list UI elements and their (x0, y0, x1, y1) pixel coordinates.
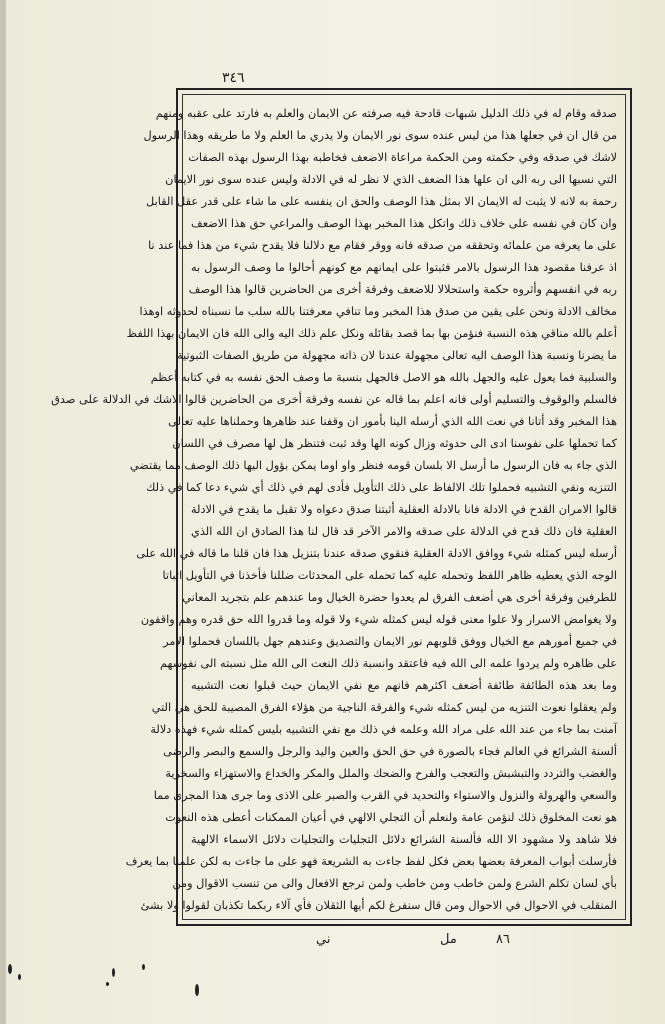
text-line: ربه في انفسهم وأثروه حكمة واستحلالا للاضعف وفرقة أخرى من الحاضرين قالوا هذا الوصف (188, 283, 617, 296)
text-line: على ما يعرفه من علمائه وتحققه من صدقه فانه ووقر فقام مع دلالنا فلا يقدح شيء من هذا فما عند نا (148, 239, 617, 252)
text-line: الذي جاء به فان الرسول ما أرسل الا بلسان قومه فنظر واو اوما يمكن بؤول اليها ذلك الوصف مما يقتضي (129, 459, 617, 472)
text-line: على ظاهره ولم يردوا علمه الى الله فيه فاعتقد وانسبة ذلك النعت الى الله مثل نسبته الى نفوسهم (159, 657, 617, 670)
signature-mark-2: ني (316, 932, 331, 947)
text-block (51, 94, 626, 920)
text-line: ما يضرنا ونسبة هذا الوصف اليه تعالى مجهولة عندنا لان ذاته مجهولة من طريق الصفات الثبوتية (177, 349, 617, 362)
text-line: مخالف الادلة ونحن على يقين من صدق هذا المخبر وما تنافي معرفتنا بالله سلب ما نسبناه لحدوثه اوهذا (139, 305, 617, 318)
text-line: المنقلب في الاحوال في الاحوال ومن قال سنفرغ لكم أيها الثقلان فأي آلاء ربكما تكذبان لقولوا ولا بشئ (140, 899, 617, 912)
text-line: التنزيه ونفي التشبيه فحملوا تلك الالفاظ على ذلك التأويل فأدى لهم في ذلك أي شيء دعا كما في ذلك (146, 481, 617, 494)
text-line: العقلية فان ذلك قدح في الدلالة على صدقه والامر الآخر قد قال لنا هذا الصادق ان الله الذي (191, 525, 617, 538)
text-line: اذ عرفنا مقصود هذا الرسول بالامر فثبتوا على ايمانهم مع كونهم أحالوا ما وصف الرسول به (191, 261, 617, 274)
page-number: ٣٤٦ (222, 70, 245, 86)
text-line: ولا يغوامض الاسرار ولا علوا معنى قوله ليس كمثله شيء ولا قوله وما قدروا الله حق قدره وهم واقفون (140, 613, 617, 626)
text-line: فالسلم والوقوف والتسليم أولى فانه اعلم بما قاله عن نفسه وفرقة أخرى من الحاضرين قالوا الاشك في الدلالة على صدق (51, 393, 617, 406)
text-line: التي نسبها الى ربه الى ان علها هذا الضعف الذي لا نظر له في الادلة وليس عنده سوى نور الايمان (165, 173, 617, 186)
text-line: لاشك في صدقه وفي حكمته ومن الحكمة مراعاة الاضعف فخاطبه بهذا الرسول بهذه الصفات (188, 151, 617, 164)
text-line: صدقه وقام له في ذلك الدليل شبهات قادحة فيه صرفته عن الايمان والعلم به فارتد على عقبه ومنهم (155, 107, 617, 120)
text-line: آمنت بما جاء من عند الله على مراد الله وعلمه في ذلك مع نفي التشبيه بليس كمثله شيء فهذه دلالة (150, 723, 617, 736)
text-line: من قال ان في جعلها هذا من ليس عنده سوى نور الايمان ولا يدري ما العلم ولا ما طريقه وهذا الرسول (143, 129, 617, 142)
text-line: ألسنة الشرائع في العالم فجاء بالصورة في حق الحق والعين واليد والرجل والسمع والبصر والرضى (163, 745, 617, 758)
text-line: رحمة به لانه لا يثبت له الايمان الا بمثل هذا الوصف والحق ان ينفسه على ما شاء على قدر عقل القابل (146, 195, 617, 208)
text-line: فأرسلت أبواب المعرفة بعضها بعض فكل لفظ جاءت به الشريعة فهو على ما جاءت به لكن علمنا بما يعرف (125, 855, 617, 868)
text-line: الوجه الذي يعطيه ظاهر اللفظ وتحمله عليه كما تحمله على المحدثات ضللنا فأخذنا في التأويل اثباتا (162, 569, 617, 582)
text-line: هو نعت المخلوق ذلك لنؤمن عامة ولنعلم أن التجلي الالهي في أعيان الممكنات أعطى هذه النعوت (165, 811, 617, 824)
text-line: أعلم بالله مناقي هذه النسبة فنؤمن بها بما قصد بقائله ونكل علم ذلك اليه والى الله فان الايمان بهذا اللفظ (126, 327, 617, 340)
text-line: والسعي والهرولة والنزول والاستواء والتحديد في القرب والصبر على الاذى وما جرى هذا المجرى مما (153, 789, 617, 802)
text-line: وما بعد هذه الطائفة طائفة أضعف اكثرهم فانهم مع نفي الايمان حيث قبلوا نعت التشبيه (191, 679, 617, 692)
page-gutter-edge (0, 0, 6, 1024)
signature-mark-1: مل (440, 932, 457, 947)
text-line: وان كان في نفسه على خلاف ذلك واتكل هذا المخبر بهذا الوصف والمراعي حق هذا الاضعف (191, 217, 617, 230)
text-line: في جميع أمورهم مع الخيال ووفق قلوبهم نور الايمان والتصديق وعندهم جهل باللسان فحملوا الامر (163, 635, 617, 648)
text-frame (51, 88, 632, 926)
ink-specks (0, 960, 300, 1024)
text-line: قالوا الامران القدح في الادلة فانا بالادلة العقلية أثبتنا صدق دعواه ولا تقبل ما يقدح في الادلة (191, 503, 617, 516)
text-line: أرسله ليس كمثله شيء ووافق الادلة العقلية فنقوي صدقه عندنا بتنزيل هذا فان قلنا ما قاله في الله على (136, 547, 617, 560)
text-line: كما تحملها على نفوسنا ادى الى حدوثه وزال كونه الها وقد ثبت فتنظر هل لها مصرف في اللسان (172, 437, 617, 450)
folio-number: ٨٦ (496, 932, 510, 947)
text-line: والسلبية فما يعول عليه والجهل بالله هو الاصل فالجهل بنسبة ما وصف الحق نفسه به في كتابه أعظم (150, 371, 617, 384)
text-line: والغضب والتردد والتبشبش والتعجب والفرح والضحك والملل والمكر والخداع والاستهزاء والسخرية (165, 767, 617, 780)
text-line: هذا المخبر وقد أتانا في نعت الله الذي أرسله الينا بأمور ان وقفنا عند ظاهرها وحملناها عليه تعالى (168, 415, 617, 428)
text-line: بأي لسان تكلم الشرع ولمن خاطب ومن خاطب ولمن ترجع الافعال والى من تنسب الاقوال ومن (172, 877, 617, 890)
text-line: للطرفين وفرقة أخرى هي أضعف الفرق لم يعدوا حضرة الخيال وما عندهم علم بتجريد المعاني (182, 591, 617, 604)
text-line: ولم يعقلوا نعوت التنزيه من ليس كمثله شيء والفرقة الناجية من هؤلاء الفرق المصيبة للحق هي التي (151, 701, 617, 714)
page-footer (176, 932, 632, 956)
text-line: فلا شاهد ولا مشهود الا الله فألسنة الشرائع دلائل التجليات والتجليات دلائل الاسماء الالهية (191, 833, 617, 846)
